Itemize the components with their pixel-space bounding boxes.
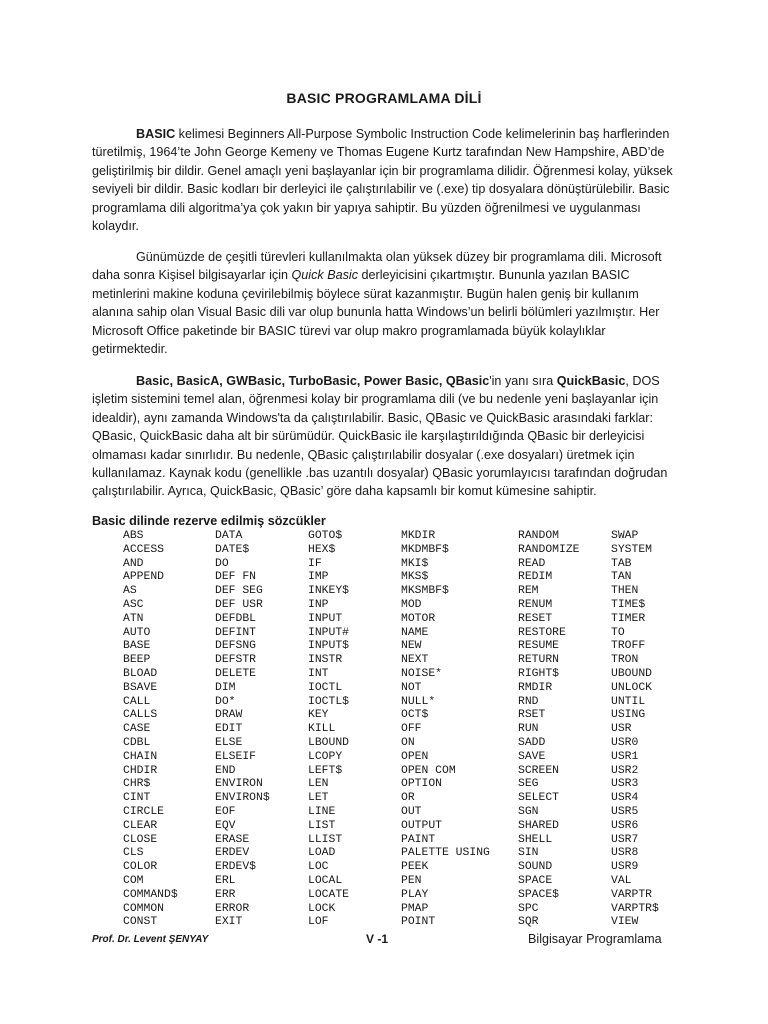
keyword-cell: SADD — [518, 736, 546, 749]
keyword-cell: LCOPY — [308, 750, 343, 763]
keyword-cell: INSTR — [308, 654, 343, 667]
table-row — [123, 765, 681, 779]
table-row — [123, 599, 681, 613]
table-row — [123, 654, 681, 668]
keyword-cell: POINT — [401, 916, 436, 929]
keyword-cell: ELSE — [215, 736, 243, 749]
table-row — [123, 544, 681, 558]
table-row — [123, 792, 681, 806]
keyword-cell: OUT — [401, 805, 422, 818]
paragraph-text: 'in yanı sıra — [489, 374, 557, 388]
paragraph-text: kelimesi Beginners All-Purpose Symbolic Instruction Code kelimelerinin baş harflerinden türetilmiş, 1964’te John George Kemeny ve Thomas Eugene Kurtz tarafından New Hampshire, ABD’de geliştirilmiş bir dildir. Genel amaçlı yeni başlayanlar için bir programlama dilidir. Öğrenmesi kolay, yüksek seviyeli bir dildir. Basic kodları bir derleyici ile çalıştırılabilir ve (.exe) tip dosyalara dönüştürülebilir. Basic programlama dili algoritma’ya çok yakın bir yapıya sahiptir. Bu yüzden öğrenilmesi ve uygulanması kolaydır. — [92, 127, 673, 234]
keyword-cell: VAL — [611, 874, 632, 887]
keyword-cell: DEF USR — [215, 598, 263, 611]
keyword-cell: PLAY — [401, 888, 429, 901]
table-row — [123, 889, 681, 903]
keyword-cell: RANDOMIZE — [518, 543, 580, 556]
keyword-cell: MKSMBF$ — [401, 585, 449, 598]
keyword-cell: RANDOM — [518, 530, 560, 542]
keyword-cell: CALL — [123, 695, 151, 708]
keyword-cell: INP — [308, 598, 329, 611]
keyword-cell: DIM — [215, 681, 236, 694]
keyword-cell: EXIT — [215, 916, 243, 929]
keyword-cell: END — [215, 764, 236, 777]
table-row — [123, 682, 681, 696]
keyword-cell: LIST — [308, 819, 336, 832]
keyword-cell: USR8 — [611, 847, 639, 860]
keyword-cell: DATE$ — [215, 543, 250, 556]
table-row — [123, 875, 681, 889]
keyword-cell: COMMON — [123, 902, 165, 915]
keyword-cell: OFF — [401, 723, 422, 736]
keyword-cell: IOCTL — [308, 681, 343, 694]
keyword-cell: UBOUND — [611, 667, 653, 680]
table-row — [123, 751, 681, 765]
keyword-cell: COM — [123, 874, 144, 887]
keyword-cell: LOCAL — [308, 874, 343, 887]
keyword-cell: DEFINT — [215, 626, 257, 639]
paragraph-basic-variants — [92, 372, 682, 501]
keyword-cell: PAINT — [401, 833, 436, 846]
keyword-cell: LEFT$ — [308, 764, 343, 777]
keyword-cell: SEG — [518, 778, 539, 791]
keyword-cell: COMMAND$ — [123, 888, 178, 901]
keyword-cell: CHAIN — [123, 750, 158, 763]
keyword-cell: SHARED — [518, 819, 560, 832]
keyword-cell: USR3 — [611, 778, 639, 791]
basic-bold-term: BASIC — [136, 127, 176, 141]
keyword-cell: LOC — [308, 861, 329, 874]
keyword-cell: AND — [123, 557, 144, 570]
keyword-cell: DO* — [215, 695, 236, 708]
keyword-cell: RESET — [518, 612, 553, 625]
keyword-cell: UNTIL — [611, 695, 646, 708]
paragraph-text: derleyicisini çıkartmıştır. Bununla yazılan BASIC metinlerini makine koduna çevirilebilmiş böylece sürat kazanmıştır. Bugün halen geniş bir kullanım alanına sahip olan Visual Basic dili var olup bununla hatta Windows’un belirli bölümleri yazılmıştır. Her Microsoft Office paketinde bir BASIC türevi var olup makro programlamada büyük kolaylıklar getirmektedir. — [92, 268, 660, 357]
keyword-cell: LOCK — [308, 902, 336, 915]
keyword-cell: MKI$ — [401, 557, 429, 570]
keyword-cell: NEXT — [401, 654, 429, 667]
keyword-cell: AUTO — [123, 626, 151, 639]
keyword-cell: CINT — [123, 792, 151, 805]
keyword-cell: CHDIR — [123, 764, 158, 777]
keyword-cell: OPEN COM — [401, 764, 456, 777]
keyword-cell: CHR$ — [123, 778, 151, 791]
page-title: BASIC PROGRAMLAMA DİLİ — [286, 90, 482, 106]
keyword-cell: DRAW — [215, 709, 243, 722]
keyword-cell: LINE — [308, 805, 336, 818]
reserved-keywords-table — [123, 530, 681, 930]
keyword-cell: CLEAR — [123, 819, 158, 832]
keyword-cell: USR0 — [611, 736, 639, 749]
keyword-cell: SPC — [518, 902, 539, 915]
keyword-cell: SELECT — [518, 792, 560, 805]
keyword-cell: CONST — [123, 916, 158, 929]
keyword-cell: LOF — [308, 916, 329, 929]
keyword-cell: USR5 — [611, 805, 639, 818]
keyword-cell: ERR — [215, 888, 236, 901]
keyword-cell: OUTPUT — [401, 819, 443, 832]
keyword-cell: ABS — [123, 530, 144, 542]
keyword-cell: TIME$ — [611, 598, 646, 611]
keyword-cell: IF — [308, 557, 322, 570]
keyword-cell: TIMER — [611, 612, 646, 625]
keyword-cell: TO — [611, 626, 625, 639]
keyword-cell: AS — [123, 585, 137, 598]
footer-author: Prof. Dr. Levent ŞENYAY — [92, 934, 209, 945]
keyword-cell: NEW — [401, 640, 422, 653]
table-row — [123, 530, 681, 544]
keyword-cell: PEN — [401, 874, 422, 887]
keyword-cell: MKDMBF$ — [401, 543, 449, 556]
keyword-cell: VARPTR$ — [611, 902, 659, 915]
table-row — [123, 668, 681, 682]
table-row — [123, 847, 681, 861]
keyword-cell: NOISE* — [401, 667, 443, 680]
quickbasic-bold: QuickBasic — [556, 374, 626, 388]
keyword-cell: OCT$ — [401, 709, 429, 722]
keyword-cell: USR9 — [611, 861, 639, 874]
keyword-cell: LOCATE — [308, 888, 350, 901]
table-row — [123, 640, 681, 654]
table-row — [123, 820, 681, 834]
keyword-cell: USR1 — [611, 750, 639, 763]
keyword-cell: SQR — [518, 916, 539, 929]
keyword-cell: LET — [308, 792, 329, 805]
quick-basic-italic: Quick Basic — [291, 268, 358, 283]
keyword-cell: PEEK — [401, 861, 429, 874]
keyword-cell: TRON — [611, 654, 639, 667]
keyword-cell: SCREEN — [518, 764, 560, 777]
keyword-cell: EDIT — [215, 723, 243, 736]
keyword-cell: NOT — [401, 681, 422, 694]
keyword-cell: BLOAD — [123, 667, 158, 680]
keyword-cell: PMAP — [401, 902, 429, 915]
keyword-cell: DEFSTR — [215, 654, 257, 667]
table-row — [123, 806, 681, 820]
keyword-cell: ASC — [123, 598, 144, 611]
keyword-cell: REM — [518, 585, 539, 598]
keyword-cell: OR — [401, 792, 415, 805]
keyword-cell: SPACE$ — [518, 888, 560, 901]
keyword-cell: INPUT — [308, 612, 343, 625]
keyword-cell: MOTOR — [401, 612, 436, 625]
table-row — [123, 861, 681, 875]
keyword-cell: PALETTE USING — [401, 847, 490, 860]
keyword-cell: ERL — [215, 874, 236, 887]
table-row — [123, 585, 681, 599]
keyword-cell: ELSEIF — [215, 750, 257, 763]
keyword-cell: TROFF — [611, 640, 646, 653]
keyword-cell: LBOUND — [308, 736, 350, 749]
keyword-cell: ON — [401, 736, 415, 749]
keyword-cell: GOTO$ — [308, 530, 343, 542]
keyword-cell: ATN — [123, 612, 144, 625]
keyword-cell: ENVIRON$ — [215, 792, 270, 805]
keyword-cell: NAME — [401, 626, 429, 639]
keyword-cell: CLOSE — [123, 833, 158, 846]
paragraph-basic-history — [92, 248, 682, 358]
keyword-cell: CLS — [123, 847, 144, 860]
keyword-cell: INKEY$ — [308, 585, 350, 598]
keyword-cell: ERDEV$ — [215, 861, 257, 874]
keyword-cell: SPACE — [518, 874, 553, 887]
paragraph-basic-definition — [92, 125, 682, 235]
table-row — [123, 737, 681, 751]
keyword-cell: DEF SEG — [215, 585, 263, 598]
keyword-cell: BSAVE — [123, 681, 158, 694]
keyword-cell: USR2 — [611, 764, 639, 777]
footer-page-number: V -1 — [366, 932, 389, 946]
keyword-cell: LLIST — [308, 833, 343, 846]
table-row — [123, 834, 681, 848]
keyword-cell: ERROR — [215, 902, 250, 915]
keyword-cell: ERDEV — [215, 847, 250, 860]
keyword-cell: OPTION — [401, 778, 443, 791]
keyword-cell: BEEP — [123, 654, 151, 667]
keyword-cell: LEN — [308, 778, 329, 791]
keyword-cell: TAN — [611, 571, 632, 584]
keyword-cell: KILL — [308, 723, 336, 736]
keyword-cell: CASE — [123, 723, 151, 736]
keyword-cell: SOUND — [518, 861, 553, 874]
keyword-cell: INT — [308, 667, 329, 680]
keyword-cell: INPUT# — [308, 626, 350, 639]
keyword-cell: IMP — [308, 571, 329, 584]
keyword-cell: RETURN — [518, 654, 560, 667]
keyword-cell: RSET — [518, 709, 546, 722]
keyword-cell: RMDIR — [518, 681, 553, 694]
keyword-cell: RENUM — [518, 598, 553, 611]
keyword-cell: ENVIRON — [215, 778, 263, 791]
keyword-cell: APPEND — [123, 571, 165, 584]
keyword-cell: OPEN — [401, 750, 429, 763]
table-row — [123, 627, 681, 641]
keyword-cell: DO — [215, 557, 229, 570]
keyword-cell: REDIM — [518, 571, 553, 584]
reserved-keywords-body — [123, 530, 681, 930]
keyword-cell: TAB — [611, 557, 632, 570]
keyword-cell: RESUME — [518, 640, 560, 653]
keyword-cell: ERASE — [215, 833, 250, 846]
keyword-cell: USING — [611, 709, 646, 722]
keyword-cell: DEF FN — [215, 571, 257, 584]
keyword-cell: USR7 — [611, 833, 639, 846]
keyword-cell: CALLS — [123, 709, 158, 722]
keyword-cell: INPUT$ — [308, 640, 350, 653]
keyword-cell: ACCESS — [123, 543, 165, 556]
keyword-cell: SWAP — [611, 530, 639, 542]
footer-course-title: Bilgisayar Programlama — [528, 932, 662, 946]
paragraph-text: , DOS işletim sistemini temel alan, öğrenmesi kolay bir programlama dili (ve bu nedenle yeni başlayanlar için idealdir), aynı zamanda Windows'ta da çalıştırılabilir. Basic, QBasic ve QuickBasic arasındaki farklar: QBasic, QuickBasic daha alt bir sürümüdür. QuickBasic ile karşılaştırıldığında QBasic bir derleyicisi olmaması kadar sınırlıdır. Bu nedenle, QBasic çalıştırılabilir dosyalar (.exe dosyaları) üretmek için kullanılamaz. Kaynak kodu (genellikle .bas uzantılı dosyalar) QBasic yorumlayıcısı tarafından doğrudan çalıştırılabilir. Ayrıca, QuickBasic, QBasic’ göre daha kapsamlı bir komut kümesine sahiptir. — [92, 374, 668, 499]
keyword-cell: READ — [518, 557, 546, 570]
table-row — [123, 709, 681, 723]
keyword-cell: THEN — [611, 585, 639, 598]
keyword-cell: MOD — [401, 598, 422, 611]
keyword-cell: BASE — [123, 640, 151, 653]
table-row — [123, 903, 681, 917]
keyword-cell: RIGHT$ — [518, 667, 560, 680]
keyword-cell: DATA — [215, 530, 243, 542]
keyword-cell: USR4 — [611, 792, 639, 805]
keyword-cell: DEFSNG — [215, 640, 257, 653]
keyword-cell: RUN — [518, 723, 539, 736]
keyword-cell: SAVE — [518, 750, 546, 763]
keyword-cell: RND — [518, 695, 539, 708]
keyword-cell: NULL* — [401, 695, 436, 708]
keyword-cell: CDBL — [123, 736, 151, 749]
table-row — [123, 696, 681, 710]
keyword-cell: UNLOCK — [611, 681, 653, 694]
keyword-cell: EQV — [215, 819, 236, 832]
keyword-cell: EOF — [215, 805, 236, 818]
keyword-cell: RESTORE — [518, 626, 566, 639]
variants-bold-list: Basic, BasicA, GWBasic, TurboBasic, Power Basic, QBasic — [136, 374, 490, 388]
keyword-cell: SGN — [518, 805, 539, 818]
table-row — [123, 916, 681, 930]
table-row — [123, 778, 681, 792]
table-row — [123, 558, 681, 572]
table-row — [123, 571, 681, 585]
keyword-cell: SIN — [518, 847, 539, 860]
keyword-cell: COLOR — [123, 861, 158, 874]
keyword-cell: SYSTEM — [611, 543, 653, 556]
table-row — [123, 723, 681, 737]
keyword-cell: DEFDBL — [215, 612, 257, 625]
keyword-cell: KEY — [308, 709, 329, 722]
keyword-cell: HEX$ — [308, 543, 336, 556]
keyword-cell: DELETE — [215, 667, 257, 680]
keyword-cell: IOCTL$ — [308, 695, 350, 708]
paragraph-text: Günümüzde de çeşitli türevleri kullanılmakta olan yüksek düzey bir programlama dili. Microsoft daha sonra Kişisel bilgisayarlar için — [92, 250, 662, 283]
keyword-cell: MKS$ — [401, 571, 429, 584]
keyword-cell: MKDIR — [401, 530, 436, 542]
keyword-cell: LOAD — [308, 847, 336, 860]
keywords-heading: Basic dilinde rezerve edilmiş sözcükler — [92, 514, 326, 528]
keyword-cell: USR6 — [611, 819, 639, 832]
keyword-cell: SHELL — [518, 833, 553, 846]
keyword-cell: VIEW — [611, 916, 639, 929]
table-row — [123, 613, 681, 627]
keyword-cell: USR — [611, 723, 632, 736]
keyword-cell: CIRCLE — [123, 805, 165, 818]
keyword-cell: VARPTR — [611, 888, 653, 901]
